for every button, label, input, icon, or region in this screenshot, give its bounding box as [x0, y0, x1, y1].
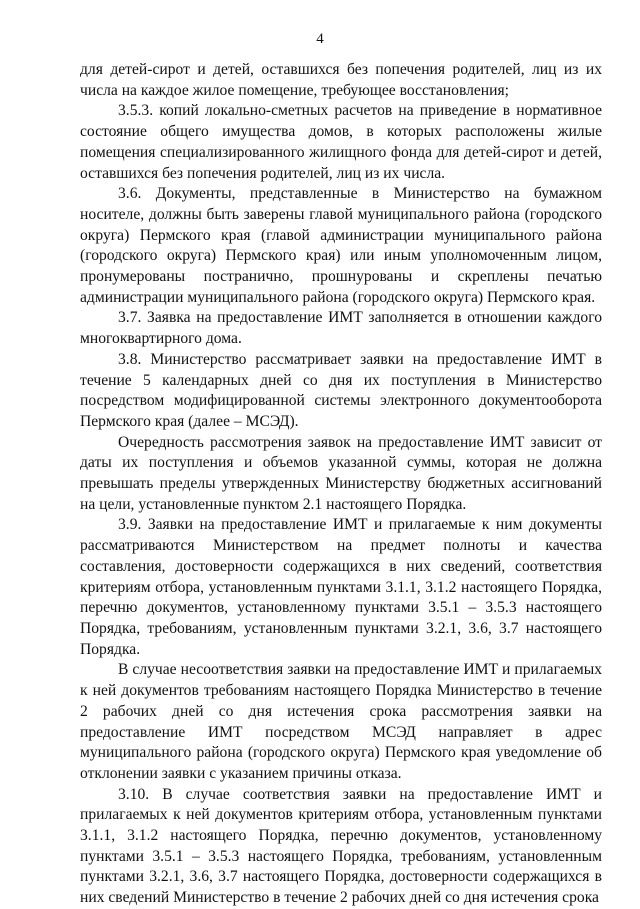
paragraph-3-10: 3.10. В случае соответствия заявки на предоставление ИМТ и прилагаемых к ней документов критериям отбора, установленным пунктами 3.1.1, 3.1.2 настоящего Порядка, перечню документов, установленному пунктами 3.5.1 – 3.5.3 настоящего Порядка, требованиям, установленным пунктами 3.2.1, 3.6, 3.7 настоящего Порядка, достоверности содержащихся в них сведений Министерство в течение 2 рабочих дней со дня истечения срока [80, 785, 602, 907]
paragraph-rejection: В случае несоответствия заявки на предоставление ИМТ и прилагаемых к ней документов требованиям настоящего Порядка Министерство в течение 2 рабочих дней со дня истечения срока рассмотрения заявки на предоставление ИМТ посредством МСЭД направляет в адрес муниципального района (городского округа) Пермского края уведомление об отклонении заявки с указанием причины отказа. [80, 661, 602, 782]
page-number: 4 [316, 31, 324, 47]
paragraph-continuation: для детей-сирот и детей, оставшихся без попечения родителей, лиц из их числа на каждое жилое помещение, требующее восстановления; [80, 61, 602, 99]
paragraph-queue-order: Очередность рассмотрения заявок на предоставление ИМТ зависит от даты их поступления и объемов указанной суммы, которая не должна превышать пределы утвержденных Министерству бюджетных ассигнований на цели, установленные пунктом 2.1 настоящего Порядка. [80, 433, 602, 513]
paragraph-3-9: 3.9. Заявки на предоставление ИМТ и прилагаемые к ним документы рассматриваются Министерством на предмет полноты и качества составления, достоверности содержащихся в них сведений, соответствия критериям отбора, установленным пунктами 3.1.1, 3.1.2 настоящего Порядка, перечню документов, установленному пунктами 3.5.1 – 3.5.3 настоящего Порядка, требованиям, установленным пунктами 3.2.1, 3.6, 3.7 настоящего Порядка. [80, 516, 602, 658]
paragraph-3-6: 3.6. Документы, представленные в Министерство на бумажном носителе, должны быть заверены главой муниципального района (городского округа) Пермского края (главой администрации муниципального района (городского округа) Пермского края) или иным уполномоченным лицом, пронумерованы постранично, прошнурованы и скреплены печатью администрации муниципального района (городского округа) Пермского края. [80, 185, 602, 306]
paragraph-3-7: 3.7. Заявка на предоставление ИМТ заполняется в отношении каждого многоквартирного дома. [80, 309, 602, 348]
paragraph-3-5-3: 3.5.3. копий локально-сметных расчетов на приведение в нормативное состояние общего имущества домов, в которых расположены жилые помещения специализированного жилищного фонда для детей-сирот и детей, оставшихся без попечения родителей, лиц из их числа. [80, 102, 602, 182]
document-body [80, 60, 602, 909]
paragraph-3-8: 3.8. Министерство рассматривает заявки на предоставление ИМТ в течение 5 календарных дней со дня их поступления в Министерство посредством модифицированной системы электронного документооборота Пермского края (далее – МСЭД). [80, 350, 602, 430]
